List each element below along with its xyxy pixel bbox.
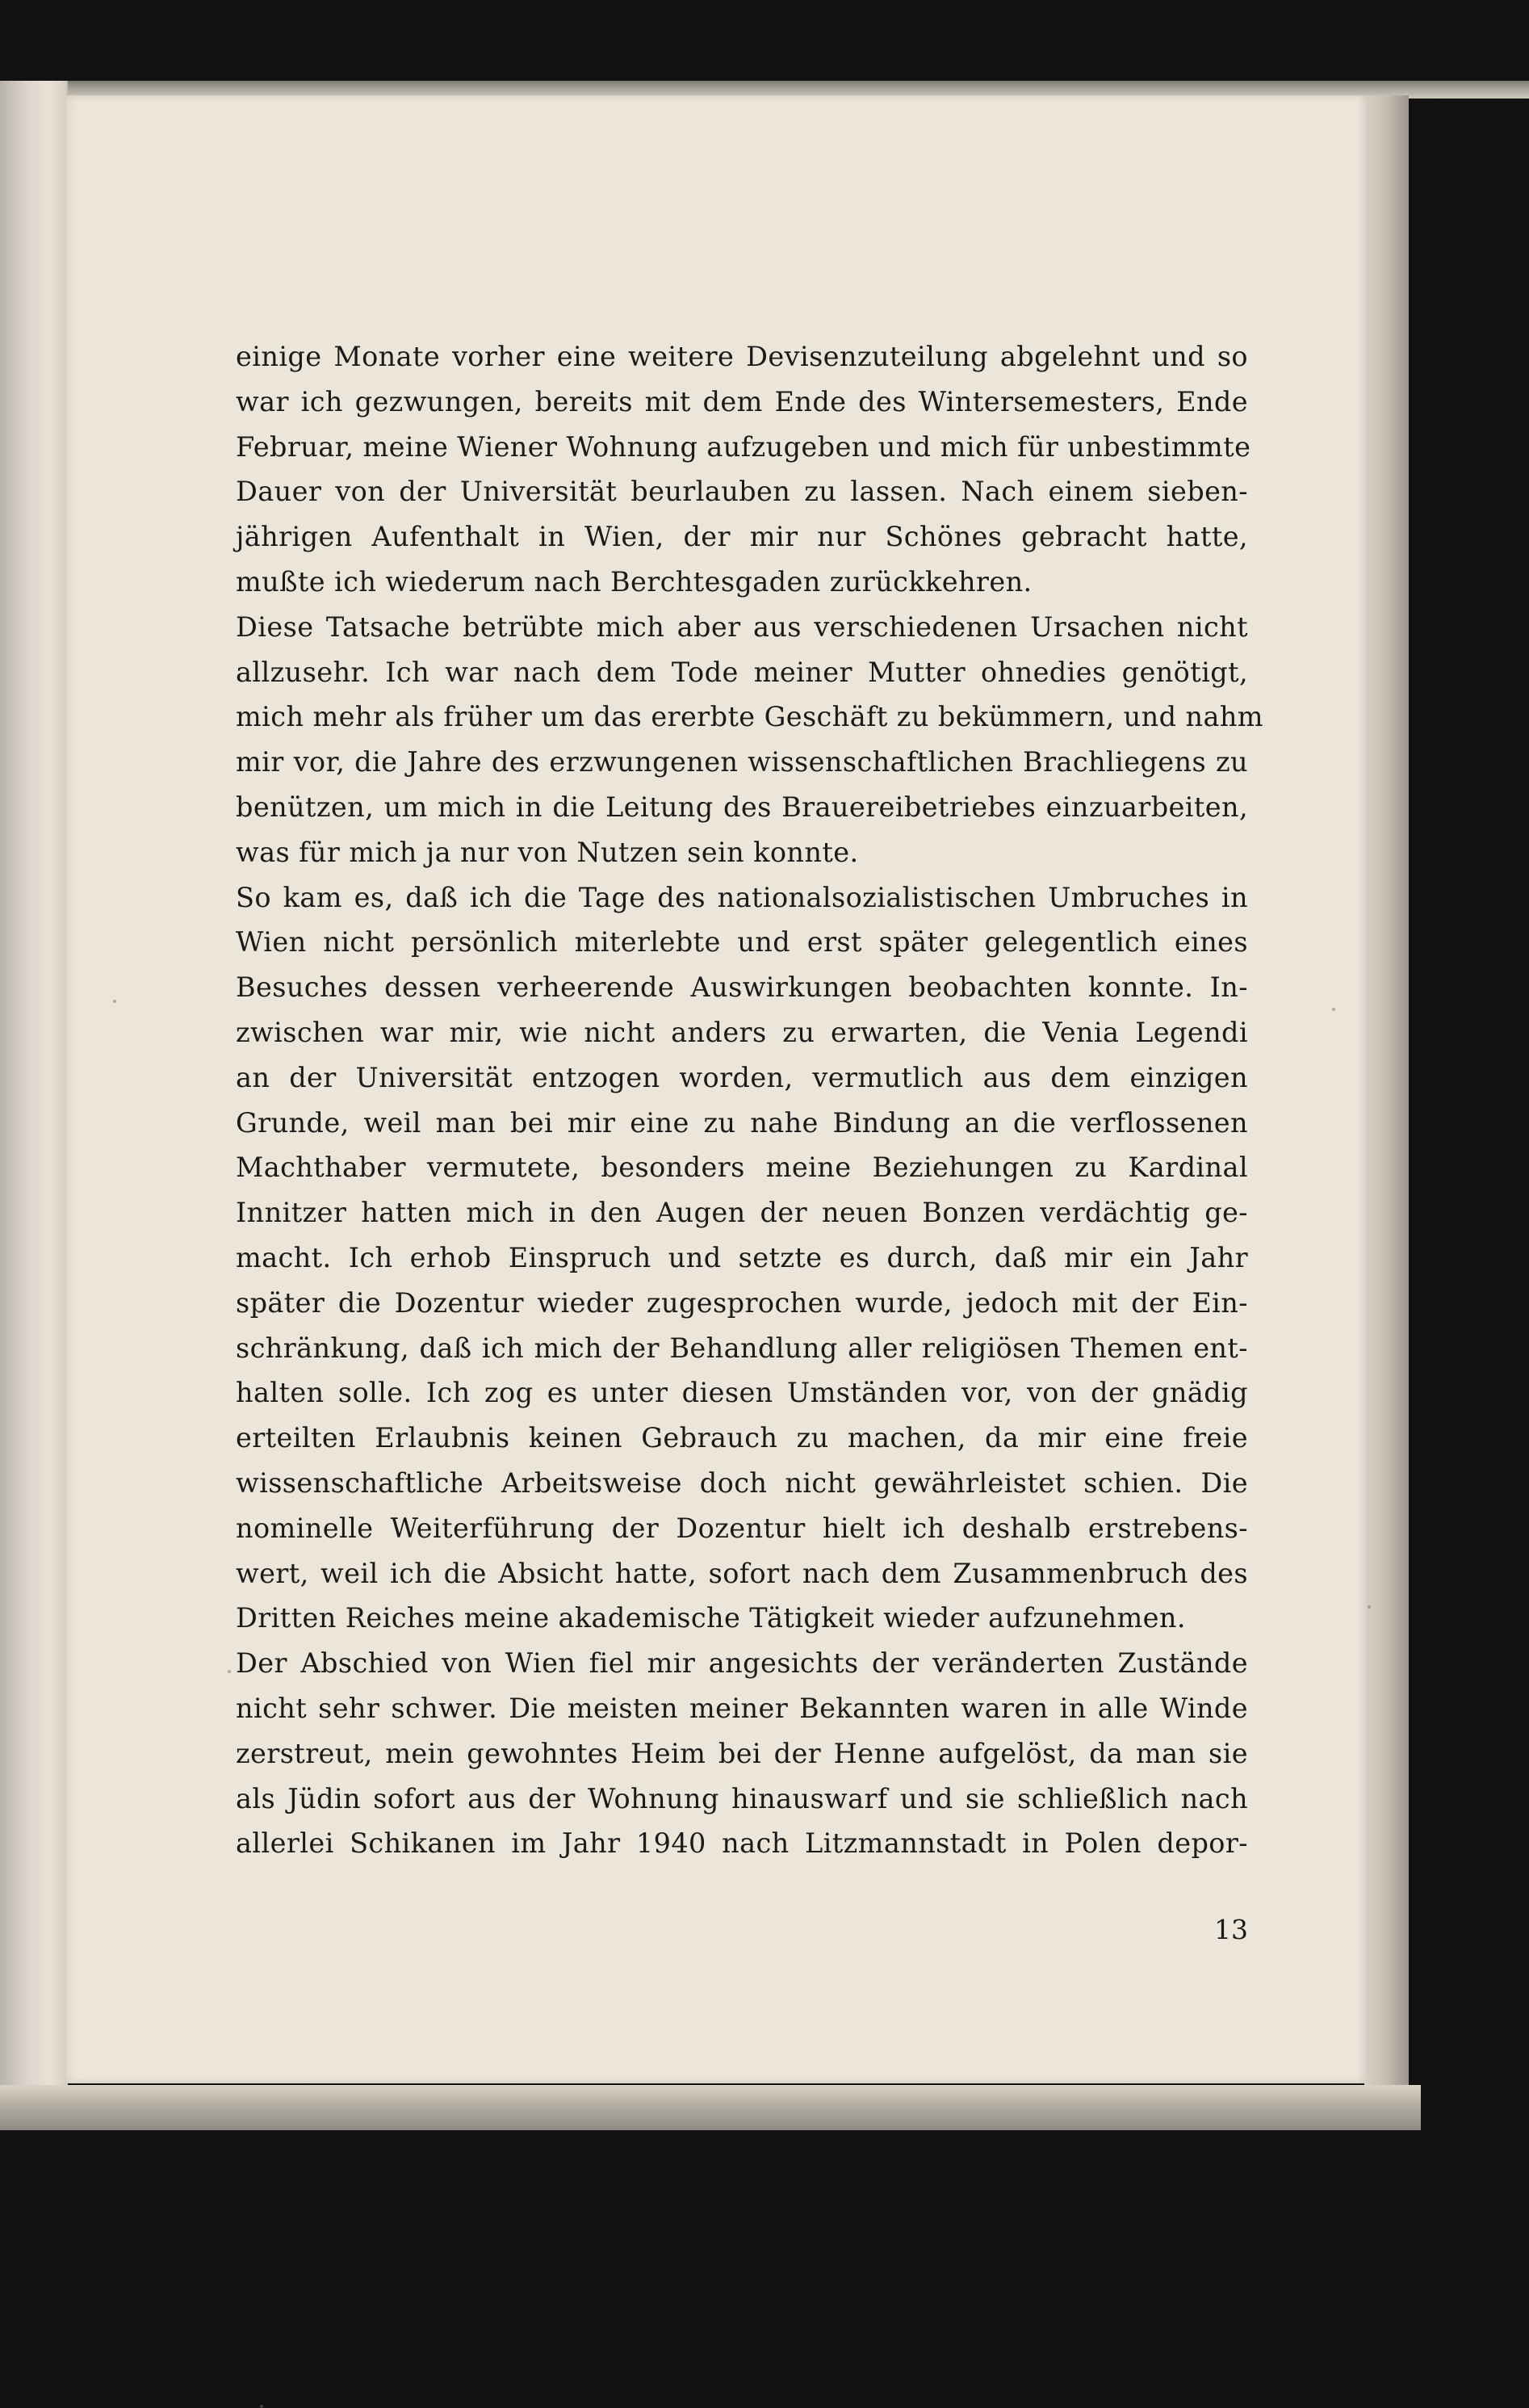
text-line: allerlei Schikanen im Jahr 1940 nach Litzmannstadt in Polen depor- — [236, 1827, 1248, 1860]
book-page — [66, 95, 1368, 2083]
text-line: später die Dozentur wieder zugesprochen wurde, jedoch mit der Ein- — [236, 1286, 1248, 1319]
text-line: wissenschaftliche Arbeitsweise doch nicht gewährleistet schien. Die — [236, 1466, 1248, 1499]
text-line: war ich gezwungen, bereits mit dem Ende des Wintersemesters, Ende — [236, 385, 1248, 417]
text-line: einige Monate vorher eine weitere Devisenzuteilung abgelehnt und so — [236, 341, 1248, 372]
text-line: nominelle Weiterführung der Dozentur hielt ich deshalb erstrebens- — [236, 1512, 1248, 1544]
book-cover-edge — [1364, 95, 1409, 2130]
paper-speck — [1368, 1605, 1371, 1609]
text-line: nicht sehr schwer. Die meisten meiner Bekannten waren in alle Winde — [236, 1692, 1248, 1724]
text-line: Grunde, weil man bei mir eine zu nahe Bindung an die verflossenen — [236, 1106, 1248, 1139]
text-line: allzusehr. Ich war nach dem Tode meiner Mutter ohnedies genötigt, — [236, 656, 1248, 688]
text-line: was für mich ja nur von Nutzen sein konnte. — [236, 836, 859, 868]
text-line: zwischen war mir, wie nicht anders zu erwarten, die Venia Legendi — [236, 1016, 1248, 1048]
text-line: Besuches dessen verheerende Auswirkungen beobachten konnte. In- — [236, 971, 1248, 1004]
text-line: mir vor, die Jahre des erzwungenen wissenschaftlichen Brachliegens zu — [236, 746, 1248, 778]
text-line: Der Abschied von Wien fiel mir angesichts der veränderten Zustände — [236, 1647, 1248, 1680]
text-line: Machthaber vermutete, besonders meine Beziehungen zu Kardinal — [236, 1152, 1248, 1184]
text-line: Wien nicht persönlich miterlebte und erst später gelegentlich eines — [236, 926, 1248, 959]
paper-speck — [260, 2405, 263, 2408]
text-line: Dritten Reiches meine akademische Tätigkeit wieder aufzunehmen. — [236, 1602, 1186, 1634]
page-number: 13 — [1214, 1914, 1248, 1945]
text-line: halten solle. Ich zog es unter diesen Umständen vor, von der gnädig — [236, 1377, 1248, 1409]
text-line: jährigen Aufenthalt in Wien, der mir nur Schönes gebracht hatte, — [236, 521, 1248, 553]
facing-page-edge — [0, 81, 68, 2124]
text-line: Dauer von der Universität beurlauben zu lassen. Nach einem sieben- — [236, 476, 1248, 508]
text-line: erteilten Erlaubnis keinen Gebrauch zu machen, da mir eine freie — [236, 1422, 1248, 1454]
text-line: Innitzer hatten mich in den Augen der neuen Bonzen verdächtig ge- — [236, 1197, 1248, 1229]
text-line: schränkung, daß ich mich der Behandlung aller religiösen Themen ent- — [236, 1332, 1248, 1364]
paper-speck — [228, 1670, 231, 1673]
book-bottom-edge — [0, 2085, 1421, 2130]
text-line: Februar, meine Wiener Wohnung aufzugeben und mich für unbestimmte — [236, 430, 1251, 463]
text-line: mußte ich wiederum nach Berchtesgaden zurückkehren. — [236, 565, 1033, 598]
text-line: benützen, um mich in die Leitung des Brauereibetriebes einzuarbeiten, — [236, 791, 1248, 823]
text-line: zerstreut, mein gewohntes Heim bei der Henne aufgelöst, da man sie — [236, 1737, 1248, 1769]
text-line: So kam es, daß ich die Tage des nationalsozialistischen Umbruches in — [236, 881, 1248, 913]
paper-speck — [113, 1000, 116, 1003]
text-line: mich mehr als früher um das ererbte Geschäft zu bekümmern, und nahm — [236, 701, 1263, 733]
body-text — [236, 334, 1263, 1866]
text-line: macht. Ich erhob Einspruch und setzte es durch, daß mir ein Jahr — [236, 1241, 1248, 1273]
text-line: als Jüdin sofort aus der Wohnung hinauswarf und sie schließlich nach — [236, 1782, 1248, 1814]
text-line: wert, weil ich die Absicht hatte, sofort nach dem Zusammenbruch des — [236, 1557, 1248, 1589]
text-line: an der Universität entzogen worden, vermutlich aus dem einzigen — [236, 1061, 1248, 1093]
text-line: Diese Tatsache betrübte mich aber aus verschiedenen Ursachen nicht — [236, 610, 1248, 643]
paper-speck — [1332, 1008, 1335, 1011]
